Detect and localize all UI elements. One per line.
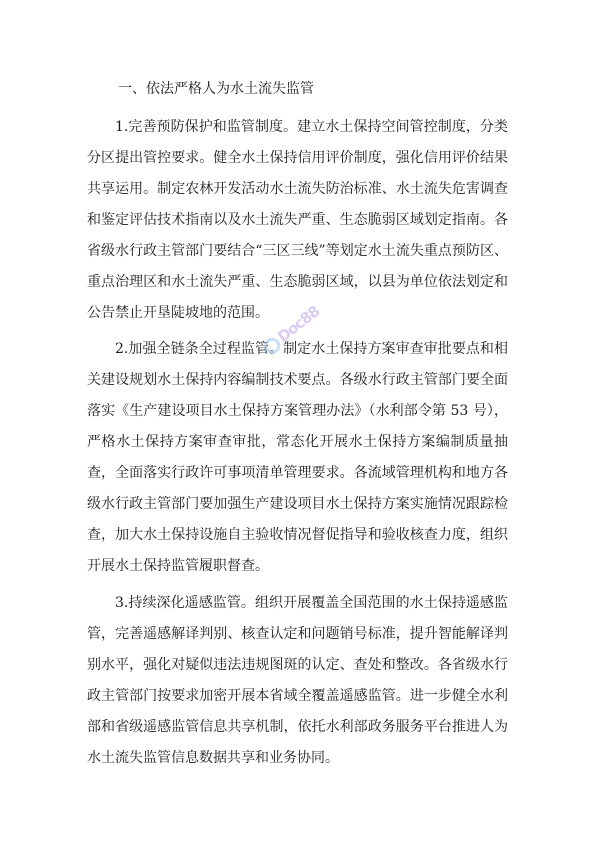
paragraph-1: 1.完善预防保护和监管制度。建立水土保持空间管控制度，分类分区提出管控要求。健全水土保持信用评价制度，强化信用评价结果共享运用。制定农林开发活动水土流失防治标准、水土流失危害调查和鉴定评估技术指南以及水土流失严重、生态脆弱区域划定指南。各省级水行政主管部门要结合“三区三线”等划定水土流失重点预防区、重点治理区和水土流失严重、生态脆弱区域，以县为单位依法划定和公告禁止开垦陡坡地的范围。 xyxy=(87,119,508,321)
paragraph-2: 2.加强全链条全过程监管。制定水土保持方案审查审批要点和相关建设规划水土保持内容编制技术要点。各级水行政主管部门要全面落实《生产建设项目水土保持方案管理办法》（水利部令第 53 号），严格水土保持方案审查审批，常态化开展水土保持方案编制质量抽查，全面落实行政许可事项清单管理要求。各流域管理机构和地方各级水行政主管部门要加强生产建设项目水土保持方案实施情况跟踪检查，加大水土保持设施自主验收情况督促指导和验收核查力度，组织开展水土保持监管履职督查。 xyxy=(87,341,508,574)
section-heading: 一、依法严格人为水土流失监管 xyxy=(118,81,314,97)
paragraph-3: 3.持续深化遥感监管。组织开展覆盖全国范围的水土保持遥感监管，完善遥感解译判别、核查认定和问题销号标准，提升智能解译判别水平，强化对疑似违法违规图斑的认定、查处和整改。各省级水行政主管部门按要求加密开展本省域全覆盖遥感监管。进一步健全水利部和省级遥感监管信息共享机制，依托水利部政务服务平台推进人为水土流失监管信息数据共享和业务协同。 xyxy=(87,595,508,766)
watermark-text: Doc88 xyxy=(274,302,323,346)
